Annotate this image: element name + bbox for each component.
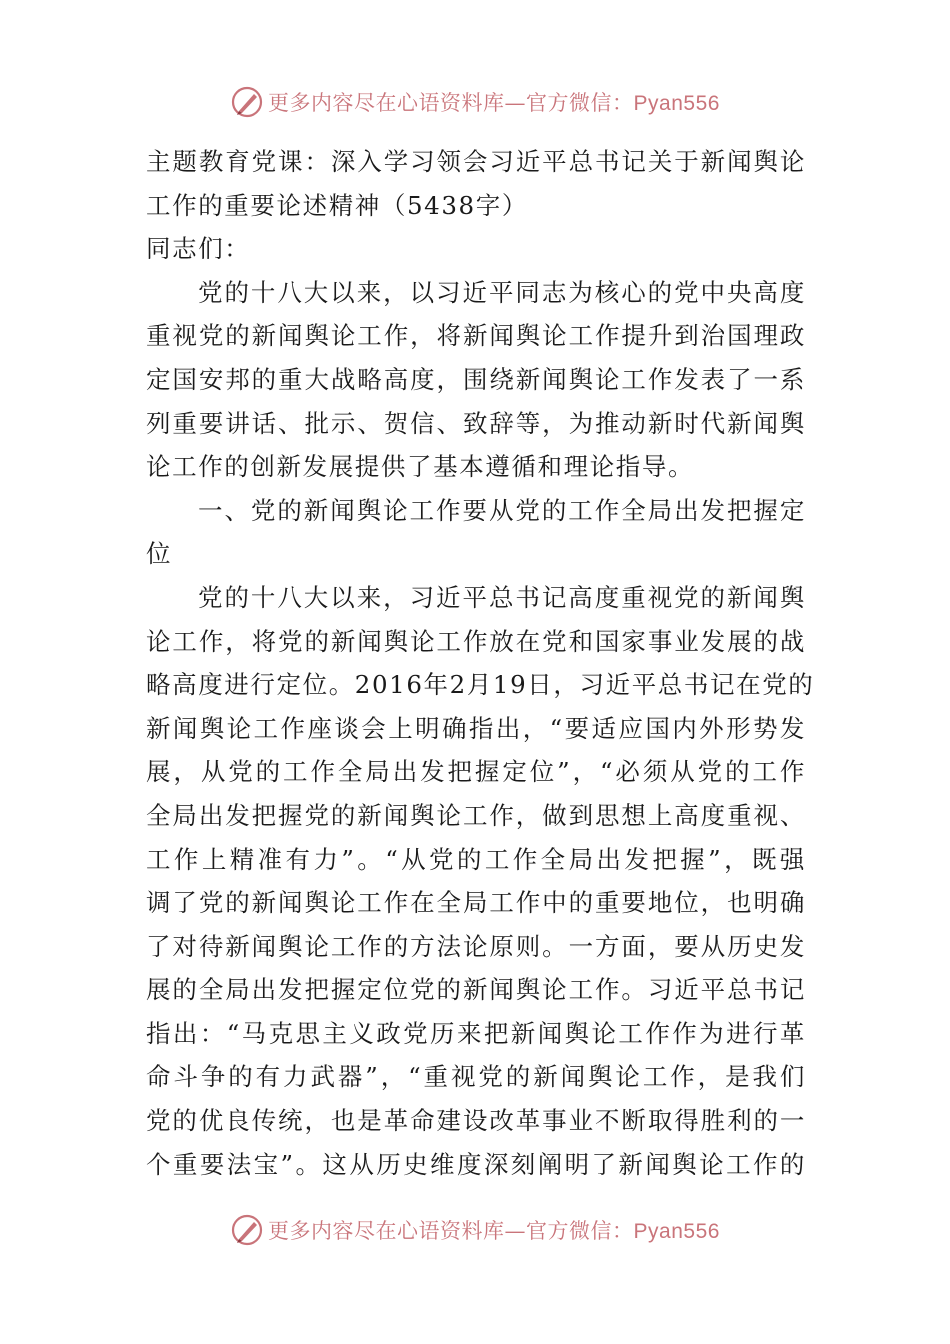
header-watermark-banner (0, 82, 950, 122)
paragraph-line: 党的十八大以来，以习近平同志为核心的党中央高度 (198, 277, 806, 307)
footer-watermark-banner (0, 1210, 950, 1250)
paragraph-line: 列重要讲话、批示、贺信、致辞等，为推动新时代新闻舆 (146, 408, 806, 438)
document-title-line: 工作的重要论述精神（5438字） (146, 190, 528, 220)
paragraph-line: 命斗争的有力武器”，“重视党的新闻舆论工作，是我们 (146, 1062, 806, 1092)
paragraph-line: 个重要法宝”。这从历史维度深刻阐明了新闻舆论工作的 (146, 1149, 806, 1179)
paragraph-line: 党的十八大以来，习近平总书记高度重视党的新闻舆 (198, 582, 806, 612)
pen-logo-icon (230, 85, 264, 119)
paragraph-line: 定国安邦的重大战略高度，围绕新闻舆论工作发表了一系 (146, 364, 806, 394)
section-heading: 位 (146, 539, 173, 569)
watermark-text: 更多内容尽在心语资料库—官方微信：Pyan556 (268, 1219, 720, 1243)
paragraph-line: 了对待新闻舆论工作的方法论原则。一方面，要从历史发 (146, 931, 806, 961)
paragraph-line: 略高度进行定位。2016年2月19日，习近平总书记在党的 (146, 670, 815, 700)
watermark-text: 更多内容尽在心语资料库—官方微信：Pyan556 (268, 91, 720, 115)
paragraph-line: 重视党的新闻舆论工作，将新闻舆论工作提升到治国理政 (146, 321, 806, 351)
paragraph-line: 工作上精准有力”。“从党的工作全局出发把握”，既强 (146, 844, 806, 874)
wechat-id: Pyan556 (633, 1220, 720, 1243)
paragraph-line: 党的优良传统，也是革命建设改革事业不断取得胜利的一 (146, 1106, 806, 1136)
paragraph-line: 指出：“马克思主义政党历来把新闻舆论工作作为进行革 (146, 1018, 806, 1048)
wechat-id: Pyan556 (633, 92, 720, 115)
pen-logo-icon (230, 1213, 264, 1247)
paragraph-line: 展的全局出发把握定位党的新闻舆论工作。习近平总书记 (146, 975, 806, 1005)
paragraph-line: 论工作，将党的新闻舆论工作放在党和国家事业发展的战 (146, 626, 806, 656)
paragraph-line: 全局出发把握党的新闻舆论工作，做到思想上高度重视、 (146, 800, 806, 830)
section-heading: 一、党的新闻舆论工作要从党的工作全局出发把握定 (198, 495, 806, 525)
document-title-line: 主题教育党课：深入学习领会习近平总书记关于新闻舆论 (146, 147, 806, 176)
paragraph-line: 新闻舆论工作座谈会上明确指出，“要适应国内外形势发 (146, 713, 806, 743)
paragraph-line: 论工作的创新发展提供了基本遵循和理论指导。 (146, 452, 695, 482)
document-body (146, 140, 815, 1186)
paragraph-line: 调了党的新闻舆论工作在全局工作中的重要地位，也明确 (146, 888, 806, 918)
salutation: 同志们： (146, 234, 251, 264)
paragraph-line: 展，从党的工作全局出发把握定位”，“必须从党的工作 (146, 757, 806, 787)
